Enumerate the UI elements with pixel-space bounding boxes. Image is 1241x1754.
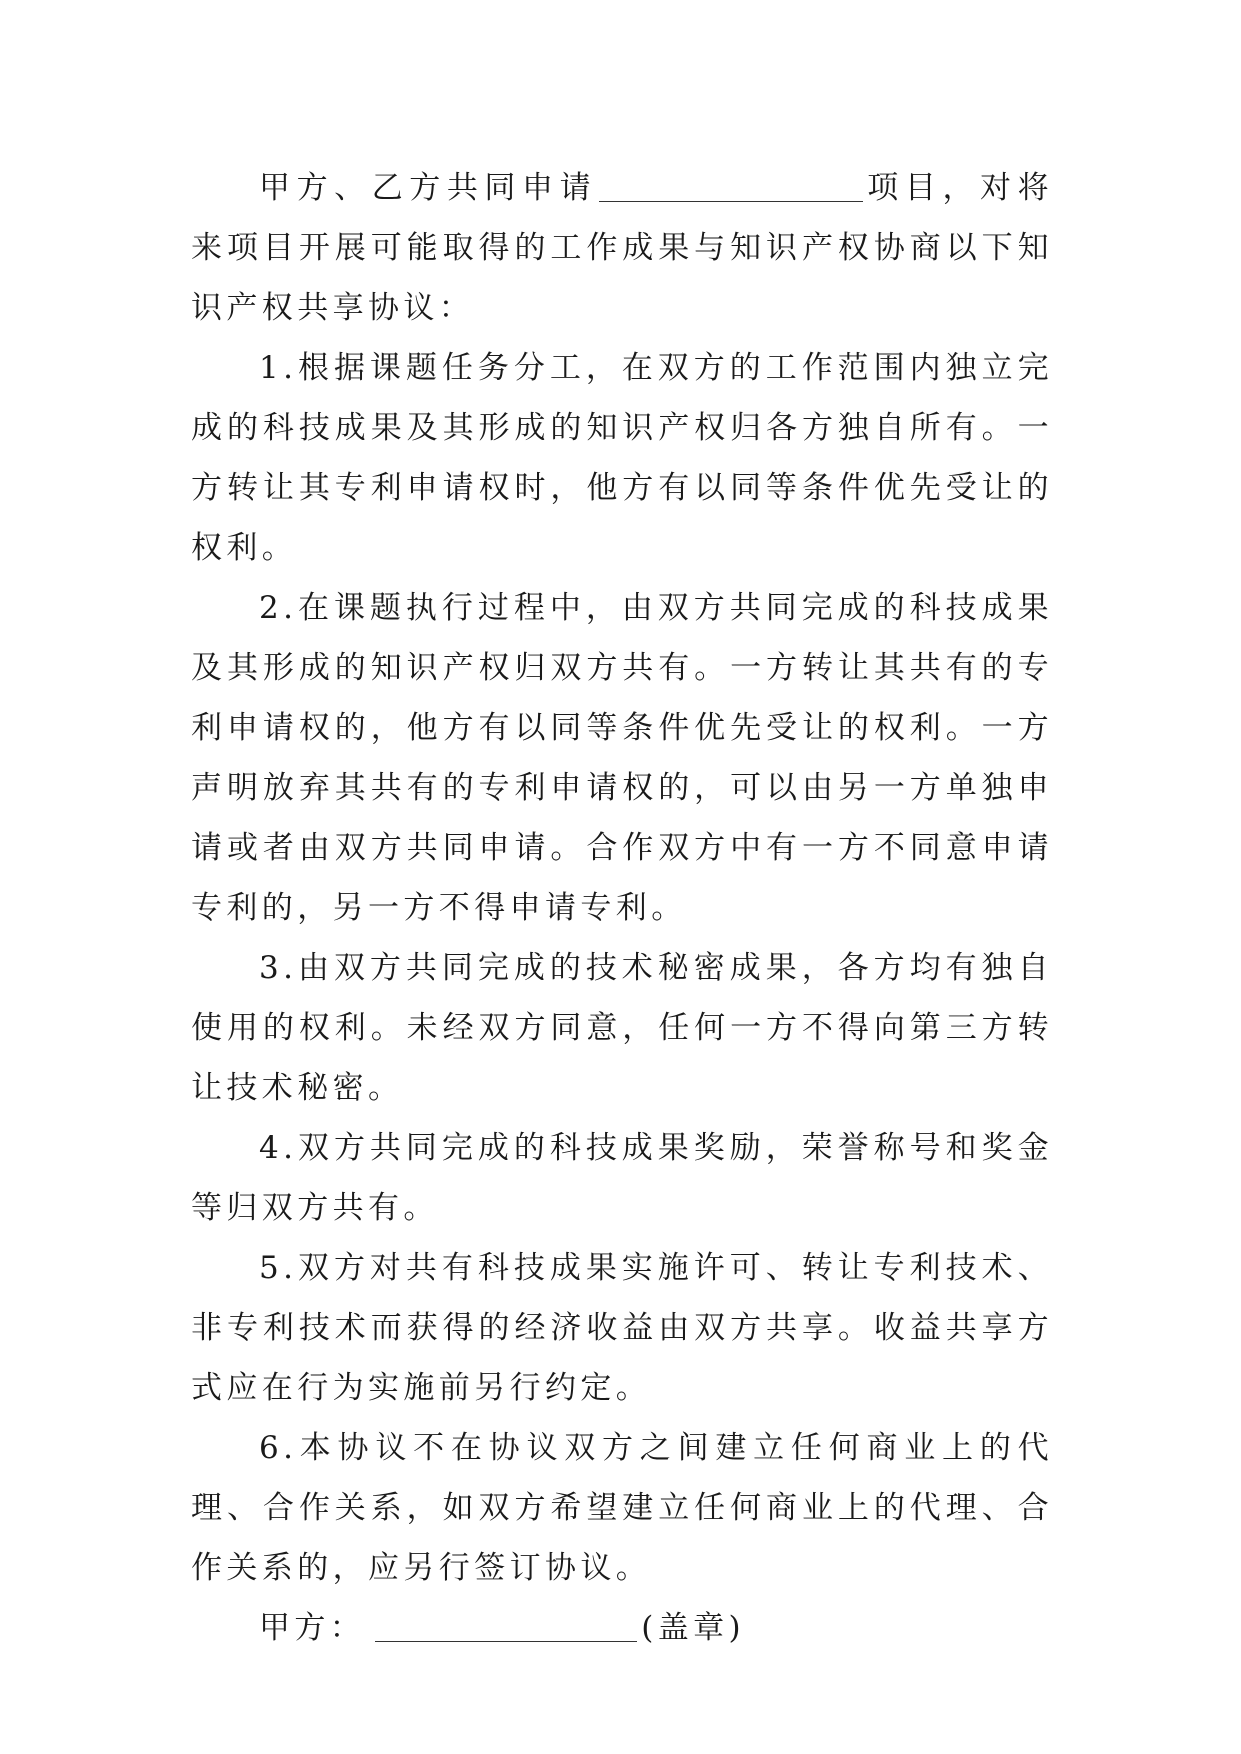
clause-2: 2.在课题执行过程中，由双方共同完成的科技成果及其形成的知识产权归双方共有。一方转让其共有的专利申请权的，他方有以同等条件优先受让的权利。一方声明放弃其共有的专利申请权的，可以由另一方单独申请或者由双方共同申请。合作双方中有一方不同意申请专利的，另一方不得申请专利。 xyxy=(191,590,1053,926)
intro-after-blank: 项目，对将来项目开展可能取得的工作成果与知识产权协商以下知识产权共享协议： xyxy=(191,170,1053,326)
signature-suffix: (盖章) xyxy=(641,1610,745,1646)
intro-paragraph xyxy=(191,158,1053,338)
clause-4: 4.双方共同完成的科技成果奖励，荣誉称号和奖金等归双方共有。 xyxy=(191,1130,1053,1226)
signature-blank xyxy=(375,1607,637,1642)
intro-before-blank: 甲方、乙方共同申请 xyxy=(259,170,598,206)
agreement-body xyxy=(191,158,1053,1658)
clause-6: 6.本协议不在协议双方之间建立任何商业上的代理、合作关系，如双方希望建立任何商业上的代理、合作关系的，应另行签订协议。 xyxy=(191,1430,1053,1586)
signature-line xyxy=(191,1598,1053,1658)
clause-5: 5.双方对共有科技成果实施许可、转让专利技术、非专利技术而获得的经济收益由双方共享。收益共享方式应在行为实施前另行约定。 xyxy=(191,1250,1053,1406)
project-name-blank xyxy=(599,167,863,202)
signature-label: 甲方： xyxy=(259,1610,366,1646)
clause-3: 3.由双方共同完成的技术秘密成果，各方均有独自使用的权利。未经双方同意，任何一方不得向第三方转让技术秘密。 xyxy=(191,950,1053,1106)
clause-1: 1.根据课题任务分工，在双方的工作范围内独立完成的科技成果及其形成的知识产权归各方独自所有。一方转让其专利申请权时，他方有以同等条件优先受让的权利。 xyxy=(191,350,1053,566)
